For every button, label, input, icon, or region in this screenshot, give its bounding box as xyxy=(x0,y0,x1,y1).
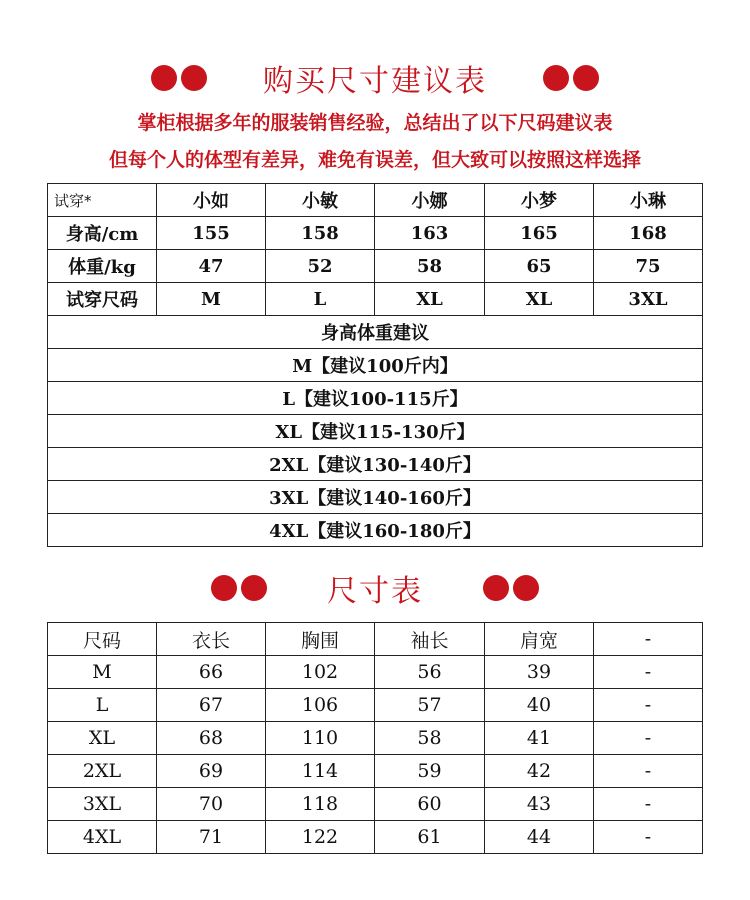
cell: 57 xyxy=(375,689,485,722)
decor-dots-right xyxy=(481,575,541,601)
trial-header-row xyxy=(48,184,703,217)
trial-row-size xyxy=(48,283,703,316)
cell: 43 xyxy=(485,788,594,821)
cell: 69 xyxy=(157,755,266,788)
recommend-item: L【建议100-115斤】 xyxy=(48,382,703,415)
recommend-row xyxy=(48,514,703,547)
cell: 42 xyxy=(485,755,594,788)
cell: XL xyxy=(485,283,594,316)
cell: 165 xyxy=(485,217,594,250)
model-name: 小如 xyxy=(157,184,266,217)
column-header: 袖长 xyxy=(375,623,485,656)
size-chart-title: 尺寸表 xyxy=(327,574,423,609)
cell: 56 xyxy=(375,656,485,689)
cell: 40 xyxy=(485,689,594,722)
recommend-row xyxy=(48,415,703,448)
cell: XL xyxy=(48,722,157,755)
model-name: 小梦 xyxy=(485,184,594,217)
trial-row-weight xyxy=(48,250,703,283)
recommend-item: M【建议100斤内】 xyxy=(48,349,703,382)
decor-dots-left xyxy=(209,575,269,601)
cell: - xyxy=(594,689,703,722)
recommend-item: 3XL【建议140-160斤】 xyxy=(48,481,703,514)
recommend-row xyxy=(48,448,703,481)
model-name: 小敏 xyxy=(266,184,375,217)
column-header: 胸围 xyxy=(266,623,375,656)
row-label: 试穿尺码 xyxy=(48,283,157,316)
cell: - xyxy=(594,755,703,788)
table-row xyxy=(48,755,703,788)
cell: 118 xyxy=(266,788,375,821)
recommend-title-row xyxy=(48,316,703,349)
cell: 70 xyxy=(157,788,266,821)
purchase-size-title xyxy=(0,56,750,100)
cell: 4XL xyxy=(48,821,157,854)
recommend-title: 身高体重建议 xyxy=(48,316,703,349)
decor-dots-left xyxy=(149,65,209,91)
recommend-item: XL【建议115-130斤】 xyxy=(48,415,703,448)
cell: 114 xyxy=(266,755,375,788)
recommend-row xyxy=(48,382,703,415)
cell: 58 xyxy=(375,250,485,283)
cell: M xyxy=(48,656,157,689)
recommend-item: 2XL【建议130-140斤】 xyxy=(48,448,703,481)
cell: M xyxy=(157,283,266,316)
cell: 106 xyxy=(266,689,375,722)
cell: 122 xyxy=(266,821,375,854)
column-header: 尺码 xyxy=(48,623,157,656)
table-row xyxy=(48,656,703,689)
cell: 58 xyxy=(375,722,485,755)
decor-dots-right xyxy=(541,65,601,91)
column-header: 衣长 xyxy=(157,623,266,656)
table-row xyxy=(48,689,703,722)
cell: 3XL xyxy=(48,788,157,821)
cell: 110 xyxy=(266,722,375,755)
trial-table xyxy=(47,183,703,547)
table-row xyxy=(48,722,703,755)
row-label: 体重/kg xyxy=(48,250,157,283)
cell: 47 xyxy=(157,250,266,283)
cell: 65 xyxy=(485,250,594,283)
size-header-row xyxy=(48,623,703,656)
column-header: - xyxy=(594,623,703,656)
cell: 66 xyxy=(157,656,266,689)
cell: - xyxy=(594,788,703,821)
page-title: 购买尺寸建议表 xyxy=(263,64,487,99)
model-name: 小琳 xyxy=(594,184,703,217)
trial-corner-label: 试穿* xyxy=(48,184,157,217)
cell: 102 xyxy=(266,656,375,689)
table-row xyxy=(48,821,703,854)
size-chart-table xyxy=(47,622,703,854)
cell: L xyxy=(266,283,375,316)
cell: 61 xyxy=(375,821,485,854)
cell: 67 xyxy=(157,689,266,722)
cell: L xyxy=(48,689,157,722)
cell: - xyxy=(594,821,703,854)
cell: 44 xyxy=(485,821,594,854)
cell: - xyxy=(594,722,703,755)
recommend-row xyxy=(48,481,703,514)
model-name: 小娜 xyxy=(375,184,485,217)
cell: 75 xyxy=(594,250,703,283)
cell: 2XL xyxy=(48,755,157,788)
row-label: 身高/cm xyxy=(48,217,157,250)
cell: 60 xyxy=(375,788,485,821)
cell: 39 xyxy=(485,656,594,689)
cell: 155 xyxy=(157,217,266,250)
cell: 52 xyxy=(266,250,375,283)
cell: XL xyxy=(375,283,485,316)
cell: 71 xyxy=(157,821,266,854)
cell: 59 xyxy=(375,755,485,788)
cell: 158 xyxy=(266,217,375,250)
cell: 163 xyxy=(375,217,485,250)
cell: 168 xyxy=(594,217,703,250)
table-row xyxy=(48,788,703,821)
cell: - xyxy=(594,656,703,689)
intro-line-2: 但每个人的体型有差异，难免有误差，但大致可以按照这样选择 xyxy=(108,149,641,171)
trial-row-height xyxy=(48,217,703,250)
size-chart-title-row xyxy=(0,566,750,610)
recommend-row xyxy=(48,349,703,382)
recommend-item: 4XL【建议160-180斤】 xyxy=(48,514,703,547)
cell: 68 xyxy=(157,722,266,755)
cell: 3XL xyxy=(594,283,703,316)
cell: 41 xyxy=(485,722,594,755)
column-header: 肩宽 xyxy=(485,623,594,656)
intro-line-1: 掌柜根据多年的服装销售经验，总结出了以下尺码建议表 xyxy=(137,112,613,134)
